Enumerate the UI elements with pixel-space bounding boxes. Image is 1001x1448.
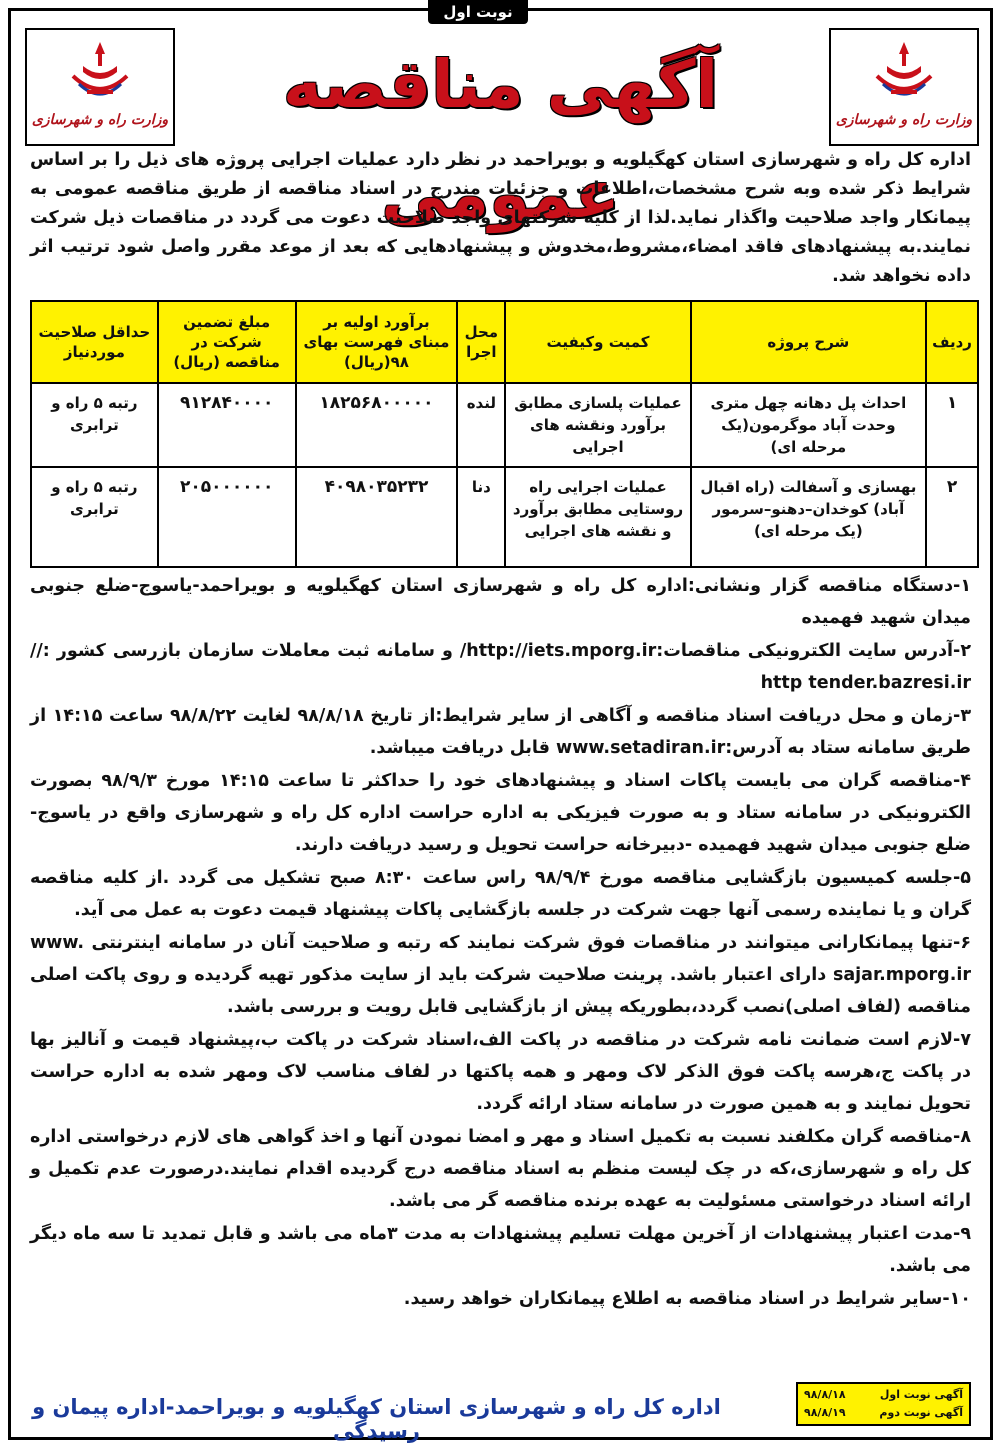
- cell-row-number: ۲: [926, 467, 978, 567]
- header-qualification: حداقل صلاحیت موردنیاز: [31, 301, 158, 383]
- ministry-logo-right: [829, 28, 979, 146]
- cell-qualification: رتبه ۵ راه و ترابری: [31, 383, 158, 467]
- clause-3: ۳-زمان و محل دریافت اسناد مناقصه و آگاهی از سایر شرایط:از تاریخ ۹۸/۸/۱۸ لغایت ۹۸/۸/۲۲ ساعت ۱۴:۱۵ از طریق سامانه ستاد به آدرس:www.setadiran.ir قابل دریافت میباشد.: [30, 706, 972, 758]
- ministry-emblem-icon: [869, 36, 939, 106]
- cell-qualification: رتبه ۵ راه و ترابری: [31, 467, 158, 567]
- clause-5: ۵-جلسه کمیسیون بازگشایی مناقصه مورخ ۹۸/۹/۴ راس ساعت ۸:۳۰ صبح تشکیل می گردد .از کلیه مناقصه گران و یا نماینده رسمی آنها جهت شرکت در جلسه بازگشایی پاکات پیشنهاد قیمت دعوت به عمل می آید.: [30, 868, 971, 920]
- cell-location: دنا: [457, 467, 505, 567]
- intro-paragraph: اداره کل راه و شهرسازی استان کهگیلویه و بویراحمد در نظر دارد عملیات اجرایی پروژه های ذیل را بر اساس شرایط ذکر شده وبه شرح مشخصات،اطلاعات و جزئیات مندرج در اسناد مناقصه از طریق مناقصه عمومی به پیمانکار واجد صلاحیت واگذار نماید.لذا از کلیه شرکتهای واجد صلاحیت دعوت می گردد در مناقصات ذیل شرکت نمایند.به پیشنهادهای فاقد امضاء،مشروط،مخدوش و پیشنهادهایی که بعد از موعد مقرر واصل شود ترتیب اثر داده نخواهد شد.: [30, 150, 971, 286]
- first-publication-date: ۹۸/۸/۱۸: [804, 1388, 846, 1401]
- ministry-logo-left: [25, 28, 175, 146]
- clause-7: ۷-لازم است ضمانت نامه شرکت در مناقصه در پاکت الف،اسناد شرکت در پاکت ب،پیشنهاد قیمت و آنالیز بها در پاکت ج،هرسه پاکت فوق الذکر لاک ومهر و همه پاکتها در لفاف مناسب لاک ومهر شده به اداره حراست تحویل نمایند و به همین صورت در سامانه ستاد ارائه گردد.: [30, 1030, 971, 1114]
- table-header-row: [31, 301, 978, 383]
- cell-quantity: عملیات اجرایی راه روستایی مطابق برآورد و نقشه های اجرایی: [505, 467, 690, 567]
- clause-4: ۴-مناقصه گران می بایست پاکات اسناد و پیشنهادهای خود را حداکثر تا ساعت ۱۴:۱۵ مورخ ۹۸/۹/۳ بصورت الکترونیکی در سامانه ستاد و به صورت فیزیکی به اداره حراست اداره کل راه و شهرسازی واقع در یاسوج-ضلع جنوبی میدان شهید فهمیده -دبیرخانه حراست تحویل و رسید دریافت دارند.: [30, 771, 971, 855]
- footer-organization: اداره کل راه و شهرسازی استان کهگیلویه و بویراحمد-اداره پیمان و رسیدگی: [32, 1395, 721, 1443]
- first-publication-label: آگهی نوبت اول: [879, 1388, 963, 1401]
- header-location: محل اجرا: [457, 301, 505, 383]
- edition-badge: نوبت اول: [428, 0, 528, 24]
- cell-estimate: ۴۰۹۸۰۳۵۲۳۲: [296, 467, 458, 567]
- publication-dates: [796, 1382, 971, 1426]
- header-row-number: ردیف: [926, 301, 978, 383]
- second-publication: [804, 1404, 963, 1422]
- cell-row-number: ۱: [926, 383, 978, 467]
- table-row: [31, 467, 978, 567]
- second-publication-date: ۹۸/۸/۱۹: [804, 1406, 846, 1419]
- clause-2: ۲-آدرس سایت الکترونیکی مناقصات:http://iets.mporg.ir/ و سامانه ثبت معاملات سازمان بازرسی کشور :// http tender.bazresi.ir: [30, 641, 972, 693]
- first-publication: [804, 1386, 963, 1404]
- clause-8: ۸-مناقصه گران مکلفند نسبت به تکمیل اسناد و مهر و امضا نمودن آنها و اخذ گواهی های لازم درخواستی اداره کل راه و شهرسازی،که در چک لیست منظم به اسناد مناقصه درج گردیده اقدام نمایند.درصورت عدم تکمیل و ارائه اسناد درخواستی مسئولیت به عهده برنده مناقصه گر می باشد.: [30, 1127, 971, 1211]
- clause-1: ۱-دستگاه مناقصه گزار ونشانی:اداره کل راه و شهرسازی استان کهگیلویه و بویراحمد-یاسوج-ضلع جنوبی میدان شهید فهمیده: [30, 576, 971, 628]
- ministry-name-right: وزارت راه و شهرسازی: [835, 112, 973, 128]
- notice-title: آگهی مناقصه عمومی: [282, 46, 719, 233]
- second-publication-label: آگهی نوبت دوم: [879, 1406, 963, 1419]
- clauses-list: [30, 570, 971, 1316]
- cell-project: احداث پل دهانه چهل متری وحدت آباد موگرمون(یک مرحله ای): [691, 383, 926, 467]
- cell-quantity: عملیات پلسازی مطابق برآورد ونقشه های اجرایی: [505, 383, 690, 467]
- cell-location: لنده: [457, 383, 505, 467]
- ministry-emblem-icon: [65, 36, 135, 106]
- header-quantity: کمیت وکیفیت: [505, 301, 690, 383]
- cell-project: بهسازی و آسفالت (راه اقبال آباد) کوخدان–دهنو–سرمور (یک مرحله ای): [691, 467, 926, 567]
- clause-6: ۶-تنها پیمانکارانی میتوانند در مناقصات فوق شرکت نمایند که رتبه و صلاحیت آنان در سامانه اینترنتی www. sajar.mporg.ir دارای اعتبار باشد. پرینت صلاحیت شرکت باید از سایت مذکور تهیه گردیده و روی پاکت اصلی مناقصه (لفاف اصلی)نصب گردد،بطوریکه پیش از بازگشایی قابل رویت و بررسی باشد.: [30, 933, 971, 1017]
- header-project: شرح پروژه: [691, 301, 926, 383]
- header-guarantee: مبلغ تضمین شرکت در مناقصه (ریال): [158, 301, 296, 383]
- cell-guarantee: ۹۱۲۸۴۰۰۰۰: [158, 383, 296, 467]
- header-estimate: برآورد اولیه بر مبنای فهرست بهای ۹۸(ریال): [296, 301, 458, 383]
- table-row: [31, 383, 978, 467]
- cell-estimate: ۱۸۲۵۶۸۰۰۰۰۰: [296, 383, 458, 467]
- cell-guarantee: ۲۰۵۰۰۰۰۰۰: [158, 467, 296, 567]
- clause-10: ۱۰-سایر شرایط در اسناد مناقصه به اطلاع پیمانکاران خواهد رسید.: [403, 1289, 971, 1309]
- projects-table: [30, 300, 979, 568]
- ministry-name-left: وزارت راه و شهرسازی: [31, 112, 169, 128]
- clause-9: ۹-مدت اعتبار پیشنهادات از آخرین مهلت تسلیم پیشنهادات به مدت ۳ماه می باشد و قابل تمدید تا سه ماه دیگر می باشد.: [30, 1224, 972, 1276]
